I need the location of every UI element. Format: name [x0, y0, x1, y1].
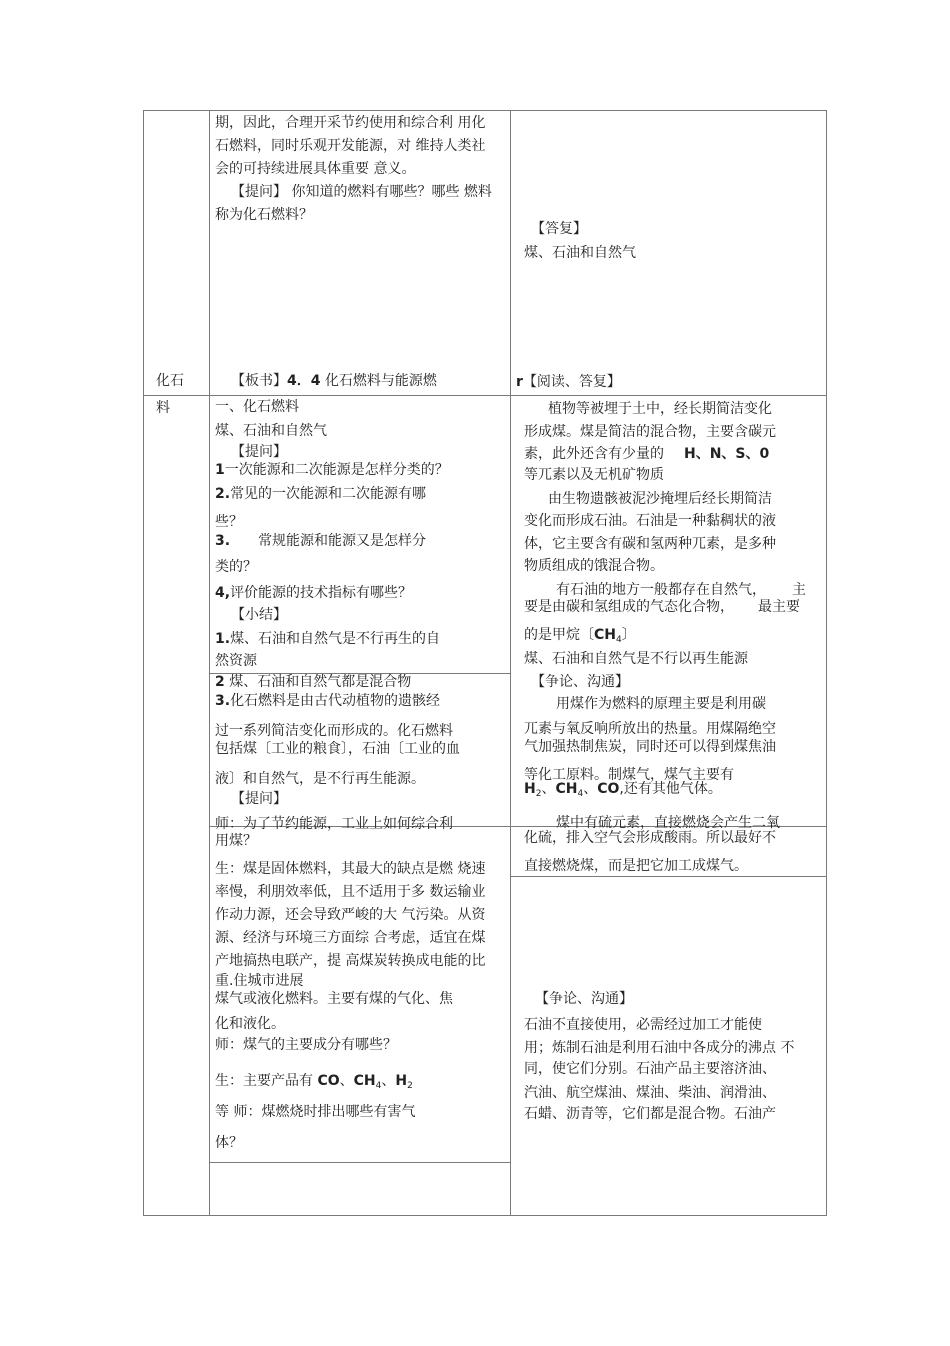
ask-label: 【提问】 — [231, 791, 287, 807]
text-line: 率慢，利朋效率低，且不适用于多 数运输业 — [215, 884, 486, 900]
board-heading — [231, 371, 437, 391]
question-item: 1一次能源和二次能源是怎样分类的？ — [215, 462, 449, 478]
text-line: 作动力源，还会导致严峻的大 气污染。从资 — [215, 907, 486, 923]
table-border-inner — [210, 1162, 510, 1163]
read-label: r【阅读、答复】 — [516, 374, 621, 390]
board-title: 化石燃料与能源燃 — [324, 373, 437, 389]
summary-item: 包括煤〔工业的粮食〕，石油〔工业的血 — [215, 741, 460, 757]
formula-line: 的是甲烷〔$CH_4$〕 — [524, 627, 636, 645]
discuss-label: 【争论、沟通】 — [531, 674, 629, 690]
text-line: 汽油、航空煤油、煤油、柴油、润滑油、 — [524, 1085, 776, 1101]
left-label-bottom: 料 — [156, 400, 170, 416]
question-item: 4,评价能源的技术指标有哪些？ — [215, 585, 413, 601]
table-border-col2 — [510, 110, 511, 1216]
text-line: 体，它主要含有碳和氢两种兀素，是多种 — [524, 536, 776, 552]
section-title: 一、化石燃料 — [215, 399, 299, 415]
text-line: 要是由碳和氢组成的气态化合物， 最主要 — [524, 599, 800, 615]
table-border-bottom — [143, 1215, 827, 1216]
summary-item: 3.化石燃料是由古代动植物的遗骸经 — [215, 693, 441, 709]
text-line: 师：为了节约能源，工业上如何综合利 — [215, 816, 453, 832]
text-line: 石蜡、沥青等，它们都是混合物。石油产 — [524, 1106, 776, 1122]
text-line: 会的可持续进展具体重要 意义。 — [215, 161, 416, 177]
text-line: 生：煤是固体燃料，其最大的缺点是燃 烧速 — [215, 861, 486, 877]
text-line: 煤、石油和自然气是不行以再生能源 — [524, 651, 748, 667]
text-line: 用；炼制石油是利用石油中各成分的沸点 不 — [524, 1040, 795, 1056]
text-line: 同，使它们分别。石油产品主要溶济油、 — [524, 1061, 776, 1077]
text-line: 称为化石燃料？ — [215, 207, 313, 223]
text-line: 物质组成的饿混合物。 — [524, 558, 664, 574]
table-border-left — [143, 110, 144, 1216]
text-line: 源、经济与环境三方面综 合考虑，适宜在煤 — [215, 930, 486, 946]
text-line: 用煤作为燃料的原理主要是利用碳 — [556, 696, 766, 712]
text-line: 变化而形成石油。石油是一种黏稠状的液 — [524, 513, 776, 529]
table-border-right — [826, 110, 827, 1216]
text-line: 等兀素以及无机矿物质 — [524, 467, 664, 483]
text-line: 兀素与氧反响所放出的热量。用煤隔绝空 — [524, 721, 776, 737]
text-line: 等 师：煤燃烧时排出哪些有害气 — [215, 1104, 416, 1120]
discuss-label: 【争论、沟通】 — [535, 991, 633, 1007]
text-line: 产地搞热电联产，提 高煤炭转换成电能的比 — [215, 953, 486, 969]
question-item: 2.常见的一次能源和二次能源有哪 — [215, 486, 427, 502]
ask-label: 【提问】 — [231, 444, 287, 460]
formula-line: 生：主要产品有 CO、$CH_4$、$H_2$ — [215, 1073, 413, 1091]
text-line: 体？ — [215, 1135, 243, 1151]
text-line: 用煤？ — [215, 833, 257, 849]
answer-text: 煤、石油和自然气 — [524, 245, 636, 261]
question-item: 类的？ — [215, 559, 257, 575]
board-label: 【板书】 — [231, 373, 287, 389]
text-line: 化硫，排入空气会形成酸雨。所以最好不 — [524, 830, 776, 846]
text-line: 师：煤气的主要成分有哪些？ — [215, 1037, 397, 1053]
text-line: 【提问】 你知道的燃料有哪些？哪些 燃料 — [231, 184, 492, 200]
table-border-col1 — [209, 110, 210, 1216]
text-line: 素，此外还含有少量的 H、N、S、0 — [524, 446, 770, 462]
summary-label: 【小结】 — [231, 607, 287, 623]
text-line: 化和液化。 — [215, 1016, 285, 1032]
text-line: 期，因此，合理开采节约使用和综合利 用化 — [215, 115, 486, 131]
text-line: 重.住城市进展 — [215, 973, 304, 989]
text-line: 有石油的地方一般都存在自然气， 主 — [556, 582, 806, 598]
text-line: 气加强热制焦炭，同时还可以得到煤焦油 — [524, 739, 776, 755]
text-line: 煤气或液化燃料。主要有煤的气化、焦 — [215, 991, 453, 1007]
text-line: 植物等被埋于土中，经长期简洁变化 — [548, 401, 772, 417]
text-line: 石燃料，同时乐观开发能源，对 维持人类社 — [215, 138, 486, 154]
section-subtitle: 煤、石油和自然气 — [215, 423, 327, 439]
question-item: 3. 常规能源和能源又是怎样分 — [215, 533, 427, 549]
table-border-row — [143, 395, 827, 396]
text-line: 等化工原料。制煤气，煤气主要有 — [524, 767, 734, 783]
text-line: 石油不直接使用，必需经过加工才能使 — [524, 1017, 762, 1033]
left-label-top: 化石 — [156, 373, 184, 389]
formula-line: $H_2$、$CH_4$、CO,还有其他气体。 — [524, 781, 722, 799]
board-number: 4．4 — [287, 373, 321, 389]
table-border-top — [143, 110, 827, 111]
summary-item: 液〕和自然气，是不行再生能源。 — [215, 771, 425, 787]
summary-item: 过一系列简洁变化而形成的。化石燃料 — [215, 723, 453, 739]
summary-item: 然资源 — [215, 653, 257, 669]
text-line: 由生物遗骸被泥沙掩埋后经长期简洁 — [548, 491, 772, 507]
text-line: 直接燃烧煤，而是把它加工成煤气。 — [524, 858, 748, 874]
question-item: 些？ — [215, 514, 243, 530]
text-line: 形成煤。煤是简洁的混合物，主要含碳元 — [524, 424, 776, 440]
table-border-inner — [510, 876, 827, 877]
answer-label: 【答复】 — [531, 221, 587, 237]
summary-item: 2 煤、石油和自然气都是混合物 — [215, 674, 412, 690]
summary-item: 1.煤、石油和自然气是不行再生的自 — [215, 631, 441, 647]
text-line: 煤中有硫元素，直接燃烧会产生二氧 — [556, 815, 780, 831]
